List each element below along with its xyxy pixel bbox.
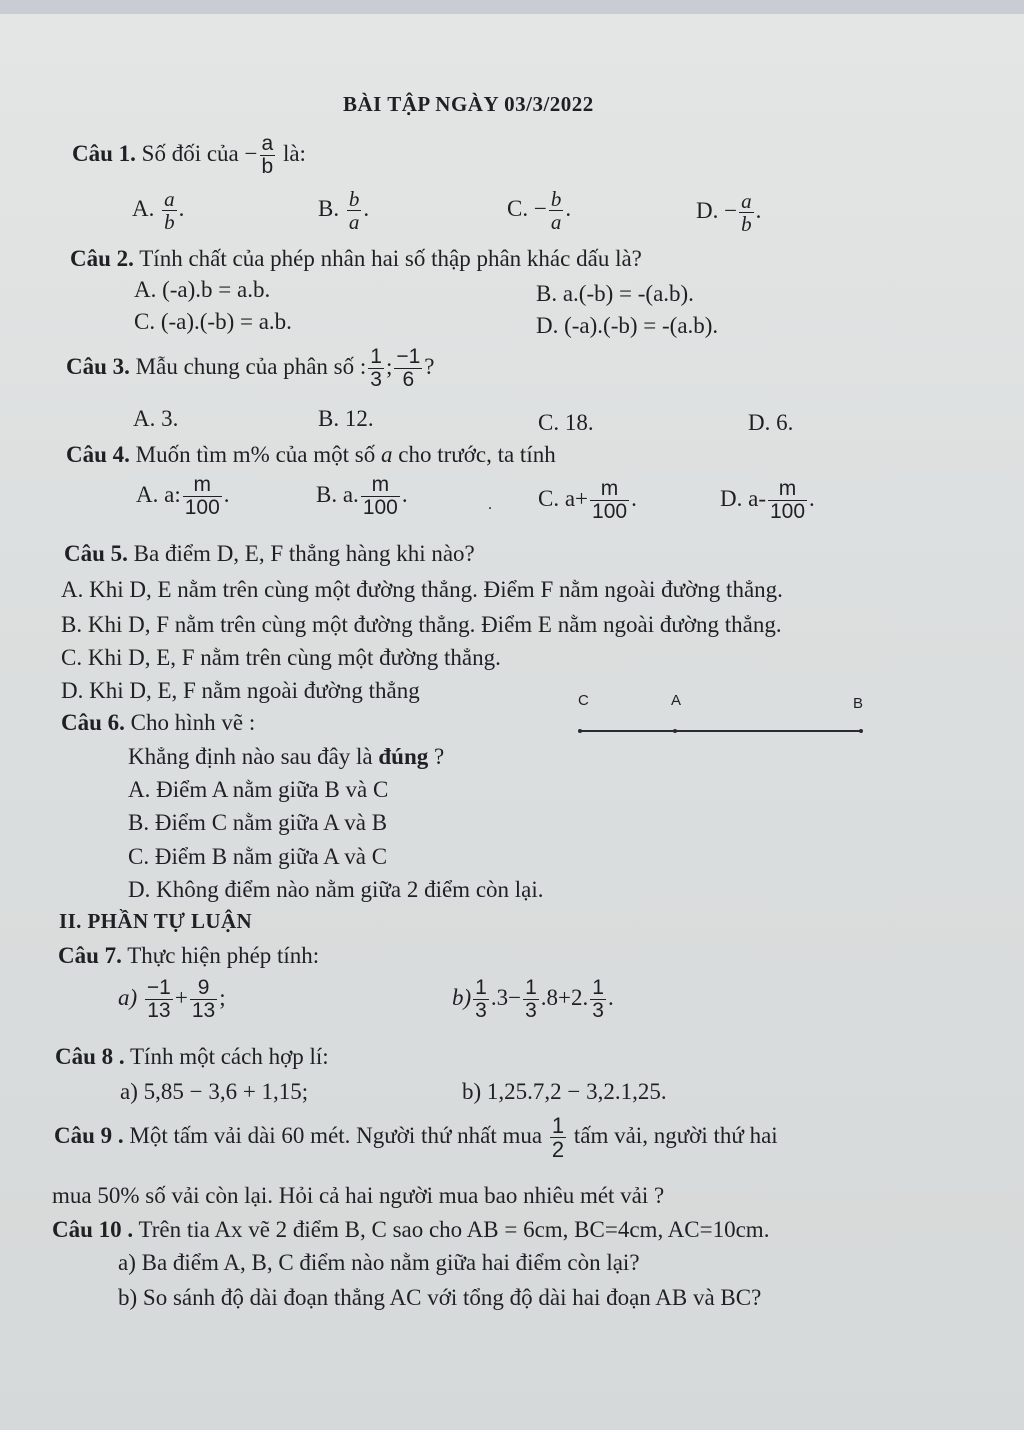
q7-part-a: a) $\frac{-1}{13}$ + $\frac{9}{13}$ ; (118, 976, 226, 1023)
q5-stem: Câu 5. Ba điểm D, E, F thẳng hàng khi nào? (64, 541, 475, 566)
q10-part-a: a) Ba điểm A, B, C điểm nào nằm giữa hai điểm còn lại? (118, 1250, 640, 1275)
q8-stem: Câu 8 . Tính một cách hợp lí: (55, 1044, 329, 1069)
page-title: BÀI TẬP NGÀY 03/3/2022 (343, 92, 594, 116)
q1-option-a: A. $\frac{a}{b}$ . (132, 187, 185, 235)
q6-option-b: B. Điểm C nằm giữa A và B (128, 810, 388, 835)
part-2-heading: II. PHẦN TỰ LUẬN (59, 909, 253, 933)
q10-stem: Câu 10 . Trên tia Ax vẽ 2 điểm B, C sao cho AB = 6cm, BC=4cm, AC=10cm. (52, 1217, 770, 1242)
q8-part-b: b) 1,25.7,2 − 3,2.1,25. (462, 1079, 667, 1104)
q3-option-a: A. 3. (133, 406, 179, 431)
q6-prompt: Khẳng định nào sau đây là đúng ? (128, 744, 445, 769)
q3-option-d: D. 6. (748, 410, 794, 435)
q5-option-b: B. Khi D, F nằm trên cùng một đường thẳng. Điểm E nằm ngoài đường thẳng. (61, 612, 782, 637)
q4-option-b: B. a. $\frac{m}{100}$ . (316, 473, 408, 520)
q5-option-c: C. Khi D, E, F nằm trên cùng một đường thẳng. (61, 645, 501, 670)
q3-option-c: C. 18. (538, 410, 594, 435)
top-edge (0, 0, 1024, 14)
q8-part-a: a) 5,85 − 3,6 + 1,15; (120, 1079, 309, 1104)
figure-point-b-label: B (853, 695, 864, 712)
q2-stem: Câu 2. Tính chất của phép nhân hai số thập phân khác dấu là? (70, 246, 642, 271)
q2-option-d: D. (-a).(-b) = -(a.b). (536, 313, 719, 338)
figure-point-c (578, 729, 582, 733)
q3-option-b: B. 12. (318, 406, 374, 431)
q1-text: Số đối của (141, 140, 239, 166)
figure-point-a (673, 729, 677, 733)
q4-option-a: A. a: $\frac{m}{100}$ . (136, 473, 230, 520)
q1-label: Câu 1. (72, 140, 136, 166)
figure-point-c-label: C (578, 692, 589, 709)
q2-option-c: C. (-a).(-b) = a.b. (134, 309, 292, 334)
q1-option-c: C. − $\frac{b}{a}$ . (507, 187, 572, 235)
q1-sign: − (244, 140, 258, 166)
q6-option-d: D. Không điểm nào nằm giữa 2 điểm còn lại. (128, 877, 544, 902)
q10-part-b: b) So sánh độ dài đoạn thẳng AC với tổng độ dài hai đoạn AB và BC? (118, 1285, 762, 1310)
q2-option-b: B. a.(-b) = -(a.b). (536, 281, 694, 306)
q6-option-a: A. Điểm A nằm giữa B và C (128, 777, 389, 802)
figure-point-a-label: A (671, 692, 682, 709)
figure-point-b (859, 729, 863, 733)
q7-stem: Câu 7. Thực hiện phép tính: (58, 943, 320, 968)
q1-fraction: $\frac{a}{b}$ (261, 132, 274, 179)
q4-option-c: C. a+ $\frac{m}{100}$ . (538, 477, 637, 524)
q4-option-d: D. a- $\frac{m}{100}$ . (720, 477, 815, 524)
q2-option-a: A. (-a).b = a.b. (134, 277, 271, 302)
q9-line-2: mua 50% số vải còn lại. Hỏi cả hai người mua bao nhiêu mét vải ? (52, 1183, 665, 1208)
q1-option-d: D. − $\frac{a}{b}$ . (696, 189, 762, 237)
figure-line (580, 730, 862, 732)
q4-stray-dot: . (488, 496, 492, 513)
q4-stem: Câu 4. Muốn tìm m% của một số a cho trước, ta tính (66, 442, 556, 467)
q9-line-1: Câu 9 . Một tấm vải dài 60 mét. Người thứ nhất mua $\frac{1}{2}$ tấm vải, người thứ hai (54, 1113, 778, 1163)
q5-option-d: D. Khi D, E, F nằm ngoài đường thẳng (61, 678, 420, 703)
q6-option-c: C. Điểm B nằm giữa A và C (128, 844, 388, 869)
q1-option-b: B. $\frac{b}{a}$ . (318, 187, 370, 235)
q5-option-a: A. Khi D, E nằm trên cùng một đường thẳng. Điểm F nằm ngoài đường thẳng. (61, 577, 783, 602)
q7-part-b: b) $\frac{1}{3}$ .3− $\frac{1}{3}$ .8+2. $\frac{1}{3}$ . (452, 976, 614, 1023)
q1-stem (72, 133, 306, 178)
q1-tail: là: (282, 140, 306, 166)
q6-stem: Câu 6. Cho hình vẽ : (61, 710, 256, 735)
q3-stem: Câu 3. Mẫu chung của phân số : $\frac{1}{3}$ ; $\frac{-1}{6}$ ? (66, 345, 435, 392)
